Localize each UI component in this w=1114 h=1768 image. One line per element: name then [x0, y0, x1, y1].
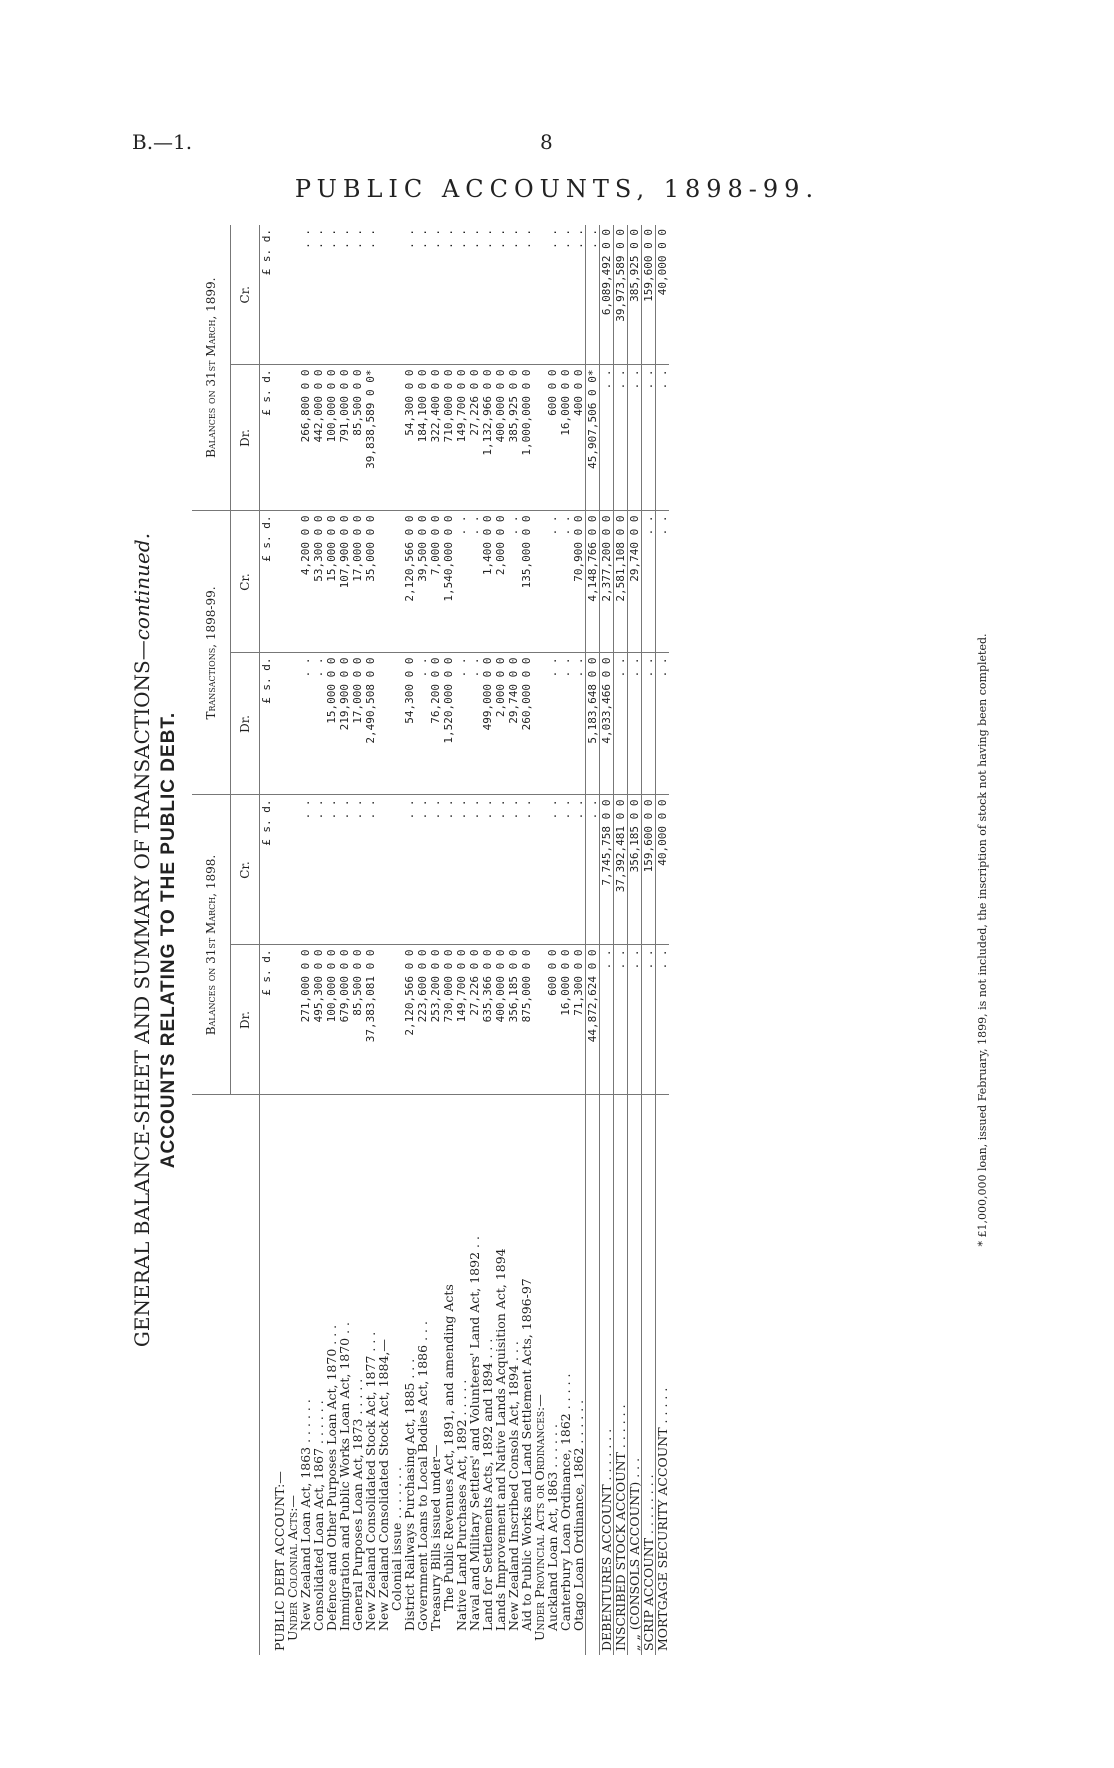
- amount-cell: . .: [628, 365, 642, 511]
- amount-cell: 600 0 0: [546, 365, 559, 511]
- amount-cell: 159,600 0 0: [642, 225, 656, 365]
- account-label: Defence and Other Purposes Loan Act, 1870 . . .: [325, 1095, 338, 1655]
- amount-cell: 5,183,648 0 0: [586, 653, 600, 795]
- account-label: Naval and Military Settlers' and Volunteers' Land Act, 1892 . .: [468, 1095, 481, 1655]
- amount-cell: 39,973,589 0 0: [614, 225, 628, 365]
- public-debt-heading: ACCOUNTS RELATING TO THE PUBLIC DEBT.: [158, 711, 179, 1169]
- amount-cell: [377, 795, 390, 945]
- amount-cell: . .: [416, 228, 429, 249]
- amount-cell: 635,366 0 0: [481, 945, 494, 1095]
- amount-cell: [286, 225, 299, 365]
- amount-cell: . .: [586, 795, 600, 945]
- amount-cell: . .: [481, 795, 494, 945]
- amount-cell: . .: [468, 228, 481, 249]
- amount-cell: [286, 795, 299, 945]
- amount-cell: . .: [628, 653, 642, 795]
- amount-cell: . .: [325, 228, 338, 249]
- amount-cell: [286, 653, 299, 795]
- amount-cell: . .: [364, 228, 377, 249]
- amount-cell: 37,383,081 0 0: [364, 945, 377, 1095]
- amount-cell: 71,300 0 0: [572, 945, 586, 1095]
- amount-cell: . .: [586, 225, 600, 365]
- amount-cell: . .: [614, 365, 628, 511]
- amount-cell: . .: [600, 945, 614, 1095]
- dr-header: Dr.: [231, 653, 260, 795]
- amount-cell: [377, 225, 390, 365]
- cr-header: Cr.: [231, 795, 260, 945]
- amount-cell: 44,872,624 0 0: [586, 945, 600, 1095]
- amount-cell: . .: [642, 653, 656, 795]
- amount-cell: [390, 945, 403, 1095]
- account-label: General Purposes Loan Act, 1873 . . . . .: [351, 1095, 364, 1655]
- amount-cell: . .: [455, 653, 468, 795]
- units-label: £ s. d.: [260, 795, 274, 945]
- amount-cell: [533, 795, 546, 945]
- amount-cell: [377, 945, 390, 1095]
- amount-cell: [273, 365, 286, 511]
- units-label: £ s. d.: [260, 365, 274, 511]
- amount-cell: 2,120,566 0 0: [403, 945, 416, 1095]
- amount-cell: . .: [468, 653, 481, 795]
- amount-cell: 4,200 0 0: [299, 511, 312, 653]
- amount-cell: [390, 365, 403, 511]
- amount-cell: . .: [403, 795, 416, 945]
- amount-cell: 35,000 0 0: [364, 511, 377, 653]
- amount-cell: . .: [642, 365, 656, 511]
- amount-cell: 400,000 0 0: [494, 945, 507, 1095]
- amount-cell: [273, 945, 286, 1095]
- amount-cell: . .: [642, 945, 656, 1095]
- public-debt-table: [192, 225, 669, 1655]
- table-row: [628, 225, 642, 1655]
- amount-cell: 710,000 0 0: [442, 365, 455, 511]
- amount-cell: 400 0 0: [572, 365, 586, 511]
- amount-cell: [533, 945, 546, 1095]
- amount-cell: . .: [325, 795, 338, 945]
- amount-cell: [390, 511, 403, 653]
- amount-cell: [273, 653, 286, 795]
- table-row: [642, 225, 656, 1655]
- amount-cell: . .: [559, 653, 572, 795]
- table-row: [656, 225, 670, 1655]
- amount-cell: . .: [572, 228, 585, 249]
- amount-cell: 499,000 0 0: [481, 653, 494, 795]
- amount-cell: . .: [312, 795, 325, 945]
- amount-cell: [377, 365, 390, 511]
- amount-cell: . .: [559, 511, 572, 653]
- amount-cell: 54,300 0 0: [403, 365, 416, 511]
- amount-cell: . .: [656, 945, 670, 1095]
- amount-cell: 2,581,108 0 0: [614, 511, 628, 653]
- amount-cell: 37,392,481 0 0: [614, 795, 628, 945]
- account-label: MORTGAGE SECURITY ACCOUNT . . . . .: [656, 1095, 670, 1655]
- amount-cell: 45,907,506 0 0*: [586, 365, 600, 511]
- amount-cell: [390, 225, 403, 365]
- balance-sheet-title: GENERAL BALANCE-SHEET AND SUMMARY OF TRANSACTIONS—continued.: [130, 532, 154, 1348]
- table-row: [586, 225, 600, 1655]
- amount-cell: . .: [429, 795, 442, 945]
- amount-cell: . .: [364, 795, 377, 945]
- amount-cell: . .: [628, 945, 642, 1095]
- account-label: New Zealand Consolidated Stock Act, 1884,—: [377, 1095, 390, 1655]
- amount-cell: 875,000 0 0: [520, 945, 533, 1095]
- account-label: SCRIP ACCOUNT . . . . . . . .: [642, 1095, 656, 1655]
- account-label: New Zealand Loan Act, 1863 . . . . . .: [299, 1095, 312, 1655]
- amount-cell: 100,000 0 0: [325, 365, 338, 511]
- amount-cell: [286, 511, 299, 653]
- amount-cell: 135,000 0 0: [520, 511, 533, 653]
- amount-cell: 85,500 0 0: [351, 945, 364, 1095]
- units-label: £ s. d.: [260, 511, 274, 653]
- units-label: £ s. d.: [260, 228, 273, 276]
- amount-cell: 4,148,766 0 0: [586, 511, 600, 653]
- account-label: Land for Settlements Acts, 1892 and 1894 . . .: [481, 1095, 494, 1655]
- amount-cell: 322,400 0 0: [429, 365, 442, 511]
- amount-cell: . .: [429, 228, 442, 249]
- amount-cell: 266,800 0 0: [299, 365, 312, 511]
- amount-cell: . .: [351, 795, 364, 945]
- amount-cell: [286, 945, 299, 1095]
- amount-cell: 6,089,492 0 0: [600, 225, 614, 365]
- amount-cell: 85,500 0 0: [351, 365, 364, 511]
- amount-cell: 219,900 0 0: [338, 653, 351, 795]
- amount-cell: 16,000 0 0: [559, 365, 572, 511]
- cr-header: Cr.: [231, 225, 260, 365]
- amount-cell: . .: [338, 228, 351, 249]
- amount-cell: 17,000 0 0: [351, 511, 364, 653]
- amount-cell: 679,000 0 0: [338, 945, 351, 1095]
- amount-cell: 385,925 0 0: [507, 365, 520, 511]
- amount-cell: 53,300 0 0: [312, 511, 325, 653]
- account-label: DEBENTURES ACCOUNT . . . . . . .: [600, 1095, 614, 1655]
- account-label: „ „ (CONSOLS ACCOUNT) . . .: [628, 1095, 642, 1655]
- amount-cell: 495,300 0 0: [312, 945, 325, 1095]
- amount-cell: 70,900 0 0: [572, 511, 586, 653]
- amount-cell: 184,100 0 0: [416, 365, 429, 511]
- transactions-header: Transactions, 1898-99.: [192, 511, 231, 795]
- amount-cell: 356,185 0 0: [507, 945, 520, 1095]
- amount-cell: 100,000 0 0: [325, 945, 338, 1095]
- account-label: Colonial issue . . . . . . .: [390, 1095, 403, 1655]
- amount-cell: . .: [546, 511, 559, 653]
- amount-cell: 2,000 0 0: [494, 511, 507, 653]
- amount-cell: . .: [455, 228, 468, 249]
- amount-cell: 253,200 0 0: [429, 945, 442, 1095]
- amount-cell: . .: [312, 653, 325, 795]
- account-label: New Zealand Inscribed Consols Act, 1894 . . .: [507, 1095, 520, 1655]
- amount-cell: . .: [546, 228, 559, 249]
- account-label: Otago Loan Ordinance, 1862 . . . . . .: [572, 1095, 586, 1655]
- amount-cell: 271,000 0 0: [299, 945, 312, 1095]
- balances-1898-header: Balances on 31st March, 1898.: [192, 795, 231, 1095]
- amount-cell: . .: [572, 795, 586, 945]
- amount-cell: 107,900 0 0: [338, 511, 351, 653]
- amount-cell: 7,000 0 0: [429, 511, 442, 653]
- amount-cell: 2,377,200 0 0: [600, 511, 614, 653]
- account-label: Auckland Loan Act, 1863 . . . . . .: [546, 1095, 559, 1655]
- account-label: New Zealand Consolidated Stock Act, 1877 . . .: [364, 1095, 377, 1655]
- amount-cell: . .: [546, 653, 559, 795]
- amount-cell: 385,925 0 0: [628, 225, 642, 365]
- amount-cell: 76,200 0 0: [429, 653, 442, 795]
- amount-cell: 2,490,508 0 0: [364, 653, 377, 795]
- account-label: District Railways Purchasing Act, 1885 . . .: [403, 1095, 416, 1655]
- amount-cell: 223,600 0 0: [416, 945, 429, 1095]
- amount-cell: . .: [520, 795, 533, 945]
- amount-cell: [533, 365, 546, 511]
- amount-cell: . .: [455, 511, 468, 653]
- amount-cell: . .: [546, 795, 559, 945]
- amount-cell: 730,000 0 0: [442, 945, 455, 1095]
- amount-cell: 1,000,000 0 0: [520, 365, 533, 511]
- footnote: * £1,000,000 loan, issued February, 1899, is not included, the inscription of stock not having been completed.: [976, 633, 989, 1247]
- amount-cell: [533, 225, 546, 365]
- amount-cell: . .: [468, 795, 481, 945]
- amount-cell: 2,120,566 0 0: [403, 511, 416, 653]
- amount-cell: . .: [507, 795, 520, 945]
- account-label: Aid to Public Works and Land Settlement Acts, 1896-97: [520, 1095, 533, 1655]
- amount-cell: 1,132,966 0 0: [481, 365, 494, 511]
- amount-cell: . .: [614, 945, 628, 1095]
- amount-cell: 1,540,000 0 0: [442, 511, 455, 653]
- table-row: [600, 225, 614, 1655]
- amount-cell: 4,033,466 0 0: [600, 653, 614, 795]
- amount-cell: . .: [507, 511, 520, 653]
- amount-cell: 17,000 0 0: [351, 653, 364, 795]
- amount-cell: . .: [468, 511, 481, 653]
- amount-cell: [273, 511, 286, 653]
- dr-header: Dr.: [231, 945, 260, 1095]
- amount-cell: 149,700 0 0: [455, 365, 468, 511]
- account-label: Under Colonial Acts:—: [286, 1095, 299, 1655]
- amount-cell: . .: [600, 365, 614, 511]
- amount-cell: . .: [520, 228, 533, 249]
- page-title: PUBLIC ACCOUNTS, 1898-99.: [294, 175, 820, 203]
- amount-cell: . .: [656, 365, 670, 511]
- account-label: PUBLIC DEBT ACCOUNT:—: [273, 1095, 286, 1655]
- amount-cell: . .: [442, 228, 455, 249]
- table-row: [377, 225, 390, 1655]
- account-label: Native Land Purchases Act, 1892 . . . . .: [455, 1095, 468, 1655]
- amount-cell: 7,745,758 0 0: [600, 795, 614, 945]
- table-row: [273, 225, 286, 1655]
- account-label: Consolidated Loan Act, 1867 . . . . . .: [312, 1095, 325, 1655]
- amount-cell: . .: [299, 653, 312, 795]
- account-label: Immigration and Public Works Loan Act, 1870 . .: [338, 1095, 351, 1655]
- units-spacer: [260, 1095, 274, 1655]
- amount-cell: 1,520,000 0 0: [442, 653, 455, 795]
- account-column-header: [192, 1095, 260, 1655]
- table-row: [614, 225, 628, 1655]
- continued-label: continued.: [130, 532, 154, 641]
- amount-cell: 29,740 0 0: [628, 511, 642, 653]
- amount-cell: . .: [507, 228, 520, 249]
- amount-cell: [377, 653, 390, 795]
- units-label: £ s. d.: [260, 945, 274, 1095]
- account-label: Treasury Bills issued under—: [429, 1095, 442, 1655]
- account-label: [586, 1095, 600, 1655]
- amount-cell: [286, 365, 299, 511]
- account-label: INSCRIBED STOCK ACCOUNT . . . . . .: [614, 1095, 628, 1655]
- amount-cell: 260,000 0 0: [520, 653, 533, 795]
- page-reference: B.—1.: [132, 130, 193, 154]
- amount-cell: 400,000 0 0: [494, 365, 507, 511]
- amount-cell: . .: [416, 795, 429, 945]
- amount-cell: . .: [416, 653, 429, 795]
- account-label: Under Provincial Acts or Ordinances:—: [533, 1095, 546, 1655]
- cr-header: Cr.: [231, 511, 260, 653]
- amount-cell: . .: [481, 228, 494, 249]
- amount-cell: 15,000 0 0: [325, 653, 338, 795]
- amount-cell: 159,600 0 0: [642, 795, 656, 945]
- amount-cell: . .: [338, 795, 351, 945]
- amount-cell: [390, 795, 403, 945]
- amount-cell: . .: [559, 228, 572, 249]
- amount-cell: . .: [559, 795, 572, 945]
- balances-1899-header: Balances on 31st March, 1899.: [192, 225, 231, 511]
- amount-cell: 791,000 0 0: [338, 365, 351, 511]
- amount-cell: . .: [656, 653, 670, 795]
- amount-cell: 2,000 0 0: [494, 653, 507, 795]
- amount-cell: . .: [403, 228, 416, 249]
- amount-cell: . .: [312, 228, 325, 249]
- amount-cell: 16,000 0 0: [559, 945, 572, 1095]
- units-label: £ s. d.: [260, 653, 274, 795]
- amount-cell: [390, 653, 403, 795]
- table-row: [416, 225, 429, 1655]
- amount-cell: 149,700 0 0: [455, 945, 468, 1095]
- amount-cell: . .: [351, 228, 364, 249]
- amount-cell: . .: [494, 795, 507, 945]
- amount-cell: [377, 511, 390, 653]
- amount-cell: . .: [299, 228, 312, 249]
- dr-header: Dr.: [231, 365, 260, 511]
- amount-cell: 39,500 0 0: [416, 511, 429, 653]
- amount-cell: 600 0 0: [546, 945, 559, 1095]
- amount-cell: . .: [494, 228, 507, 249]
- table-row: [572, 225, 586, 1655]
- amount-cell: [273, 795, 286, 945]
- amount-cell: . .: [642, 511, 656, 653]
- amount-cell: 40,000 0 0: [656, 795, 670, 945]
- amount-cell: 27,226 0 0: [468, 945, 481, 1095]
- amount-cell: 27,226 0 0: [468, 365, 481, 511]
- amount-cell: . .: [656, 511, 670, 653]
- amount-cell: 1,400 0 0: [481, 511, 494, 653]
- amount-cell: 29,740 0 0: [507, 653, 520, 795]
- amount-cell: 442,000 0 0: [312, 365, 325, 511]
- amount-cell: [533, 653, 546, 795]
- page-number: 8: [540, 130, 553, 154]
- amount-cell: 356,185 0 0: [628, 795, 642, 945]
- amount-cell: 39,838,589 0 0*: [364, 365, 377, 511]
- amount-cell: . .: [614, 653, 628, 795]
- amount-cell: . .: [442, 795, 455, 945]
- amount-cell: 54,300 0 0: [403, 653, 416, 795]
- amount-cell: . .: [455, 795, 468, 945]
- rotated-balance-sheet: [130, 225, 1000, 1655]
- amount-cell: 40,000 0 0: [656, 225, 670, 365]
- account-label: The Public Revenues Act, 1891, and amending Acts: [442, 1095, 455, 1655]
- amount-cell: [533, 511, 546, 653]
- account-label: Government Loans to Local Bodies Act, 1886 . . .: [416, 1095, 429, 1655]
- account-label: Lands Improvement and Native Lands Acquisition Act, 1894: [494, 1095, 507, 1655]
- amount-cell: 15,000 0 0: [325, 511, 338, 653]
- amount-cell: . .: [299, 795, 312, 945]
- amount-cell: . .: [572, 653, 586, 795]
- account-label: Canterbury Loan Ordinance, 1862 . . . . .: [559, 1095, 572, 1655]
- amount-cell: [273, 225, 286, 365]
